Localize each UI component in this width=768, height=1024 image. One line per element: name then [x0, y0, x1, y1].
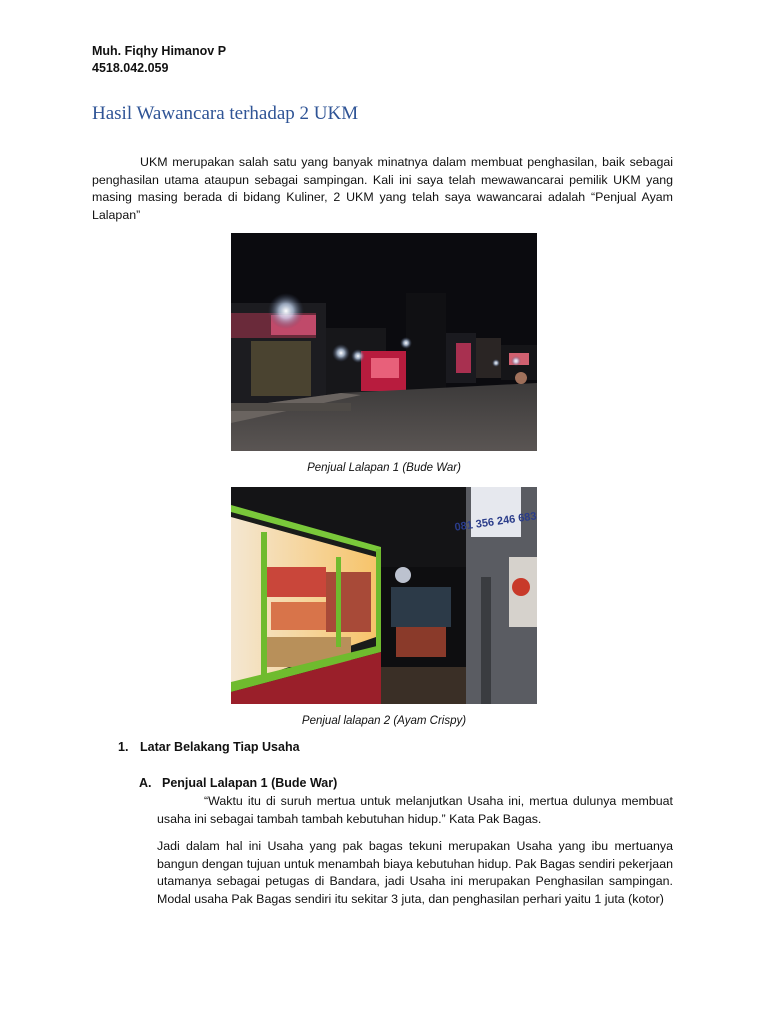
- section-number: 1.: [118, 740, 129, 754]
- author-name: Muh. Fiqhy Himanov P: [92, 44, 227, 58]
- subsection-title: Penjual Lalapan 1 (Bude War): [162, 776, 338, 790]
- body-paragraph: Jadi dalam hal ini Usaha yang pak bagas tekuni merupakan Usaha yang ibu mertuanya bangun dengan tujuan untuk menambah biaya kebutuhan hidup. Pak Bagas sendiri pekerjaan utamanya sebagai petugas di Bandara, jadi Usaha ini merupakan Penghasilan sampingan. Modal usaha Pak Bagas sendiri itu sekitar 3 juta, dan penghasilan perhari yaitu 1 juta (kotor): [157, 839, 673, 906]
- section-heading-1: [118, 740, 300, 754]
- subsection-number: A.: [139, 776, 152, 790]
- quote-paragraph: “Waktu itu di suruh mertua untuk melanjutkan Usaha ini, mertua dulunya membuat usaha ini sebagai tambah tambah kebutuhan hidup.” Kata Pak Bagas.: [157, 794, 673, 826]
- figure-caption-2: Penjual lalapan 2 (Ayam Crispy): [301, 715, 467, 727]
- author-block: [92, 43, 226, 77]
- sign-phone-text: 081 356 246 683: [453, 510, 537, 534]
- section-title: Latar Belakang Tiap Usaha: [140, 740, 300, 754]
- photo-penjual-lalapan-2: [231, 487, 537, 704]
- figure-caption-1: Penjual Lalapan 1 (Bude War): [307, 462, 461, 474]
- photo-penjual-lalapan-1: [231, 233, 537, 451]
- intro-paragraph: UKM merupakan salah satu yang banyak minatnya dalam membuat penghasilan, baik sebagai penghasilan utama ataupun sebagai sampingan. Kali ini saya telah mewawancarai pemilik UKM yang masing masing berada di bidang Kuliner, 2 UKM yang telah saya wawancarai adalah “Penjual Ayam Lalapan”: [92, 155, 673, 222]
- author-id: 4518.042.059: [92, 61, 169, 75]
- subsection-heading-a: [139, 776, 337, 790]
- page-title: Hasil Wawancara terhadap 2 UKM: [92, 103, 359, 124]
